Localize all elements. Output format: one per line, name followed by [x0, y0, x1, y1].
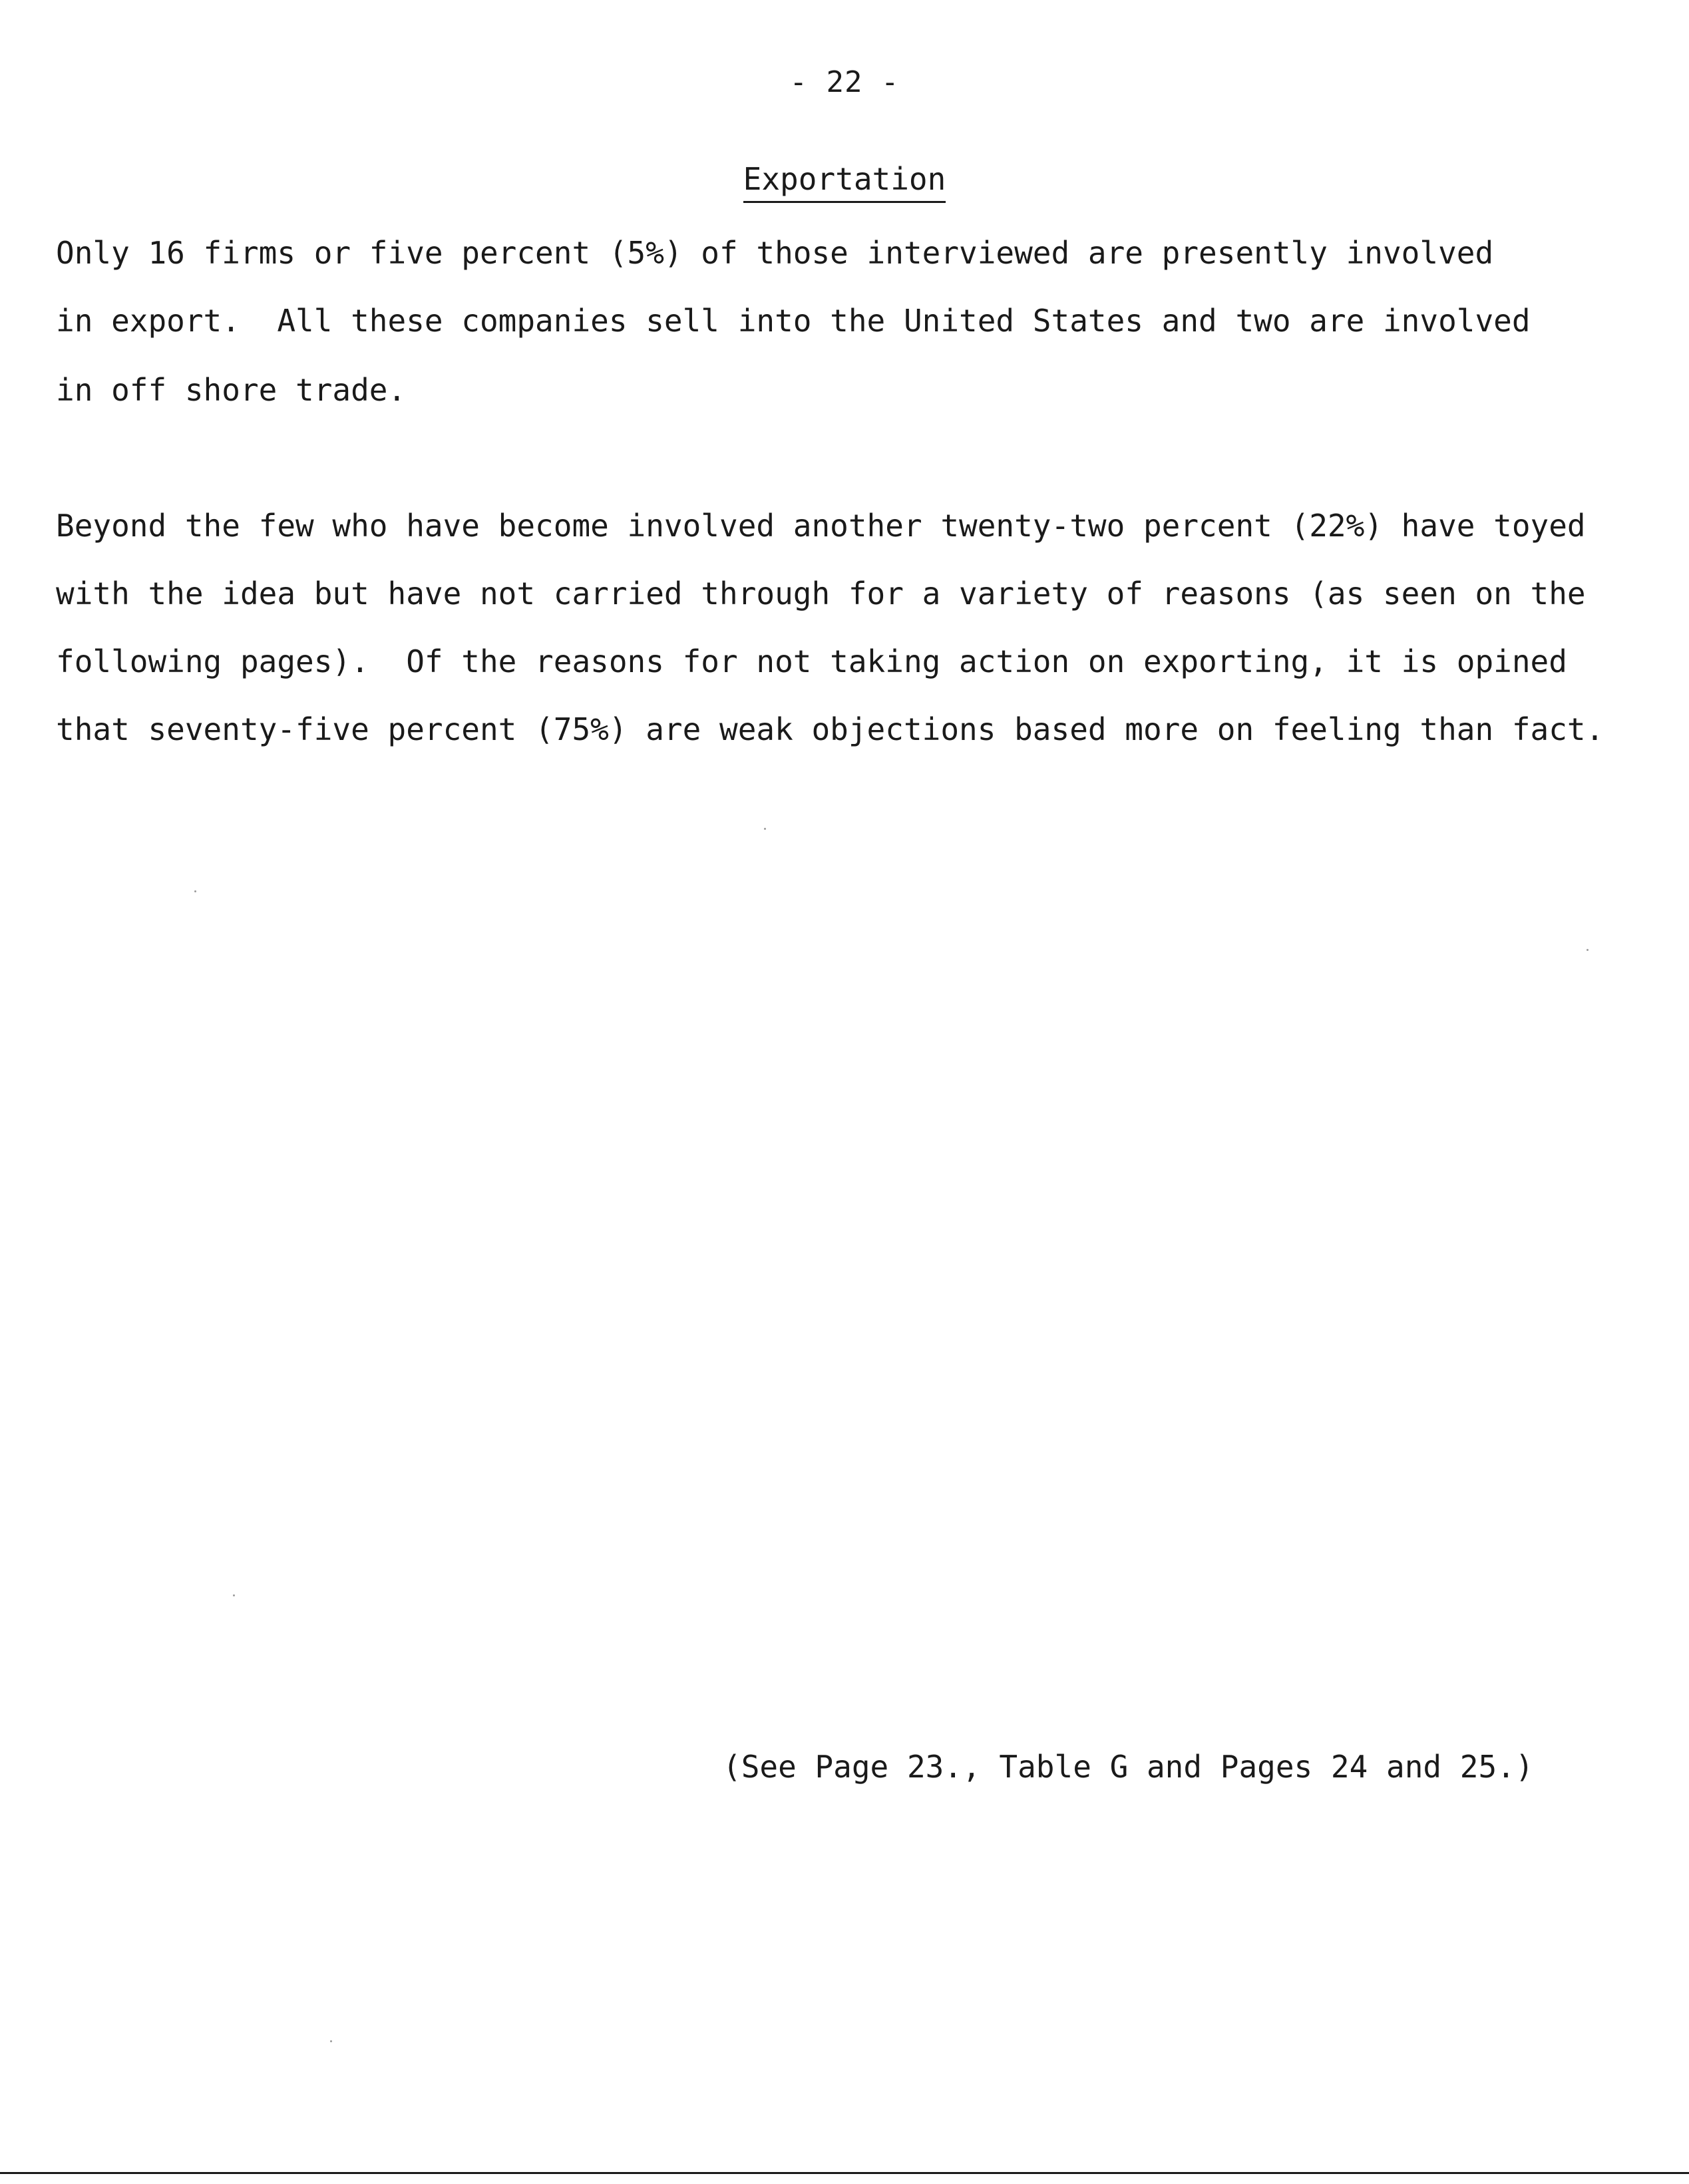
- paragraph-2-line-3: following pages). Of the reasons for not taking action on exporting, it is opined: [56, 643, 1567, 679]
- section-title-text: Exportation: [743, 161, 946, 203]
- page-number: - 22 -: [789, 65, 900, 99]
- paragraph-2-line-4: that seventy-five percent (75%) are weak objections based more on feeling than fact.: [56, 711, 1604, 747]
- paragraph-1-line-1: Only 16 firms or five percent (5%) of those interviewed are presently involved: [56, 235, 1494, 271]
- paragraph-1-line-2: in export. All these companies sell into the United States and two are involved: [56, 303, 1531, 339]
- scan-speck: [330, 2040, 332, 2042]
- scan-speck: [1587, 949, 1589, 951]
- scan-speck: [194, 890, 196, 892]
- scan-speck: [764, 828, 766, 830]
- section-title: [0, 161, 1689, 197]
- bottom-scan-edge: [0, 2172, 1689, 2174]
- footer-reference: (See Page 23., Table G and Pages 24 and 25.): [723, 1749, 1534, 1785]
- paragraph-1-line-3: in off shore trade.: [56, 372, 407, 408]
- paragraph-2-line-2: with the idea but have not carried through for a variety of reasons (as seen on the: [56, 576, 1586, 612]
- scan-speck: [233, 1594, 235, 1596]
- paragraph-2-line-1: Beyond the few who have become involved another twenty-two percent (22%) have toyed: [56, 508, 1586, 544]
